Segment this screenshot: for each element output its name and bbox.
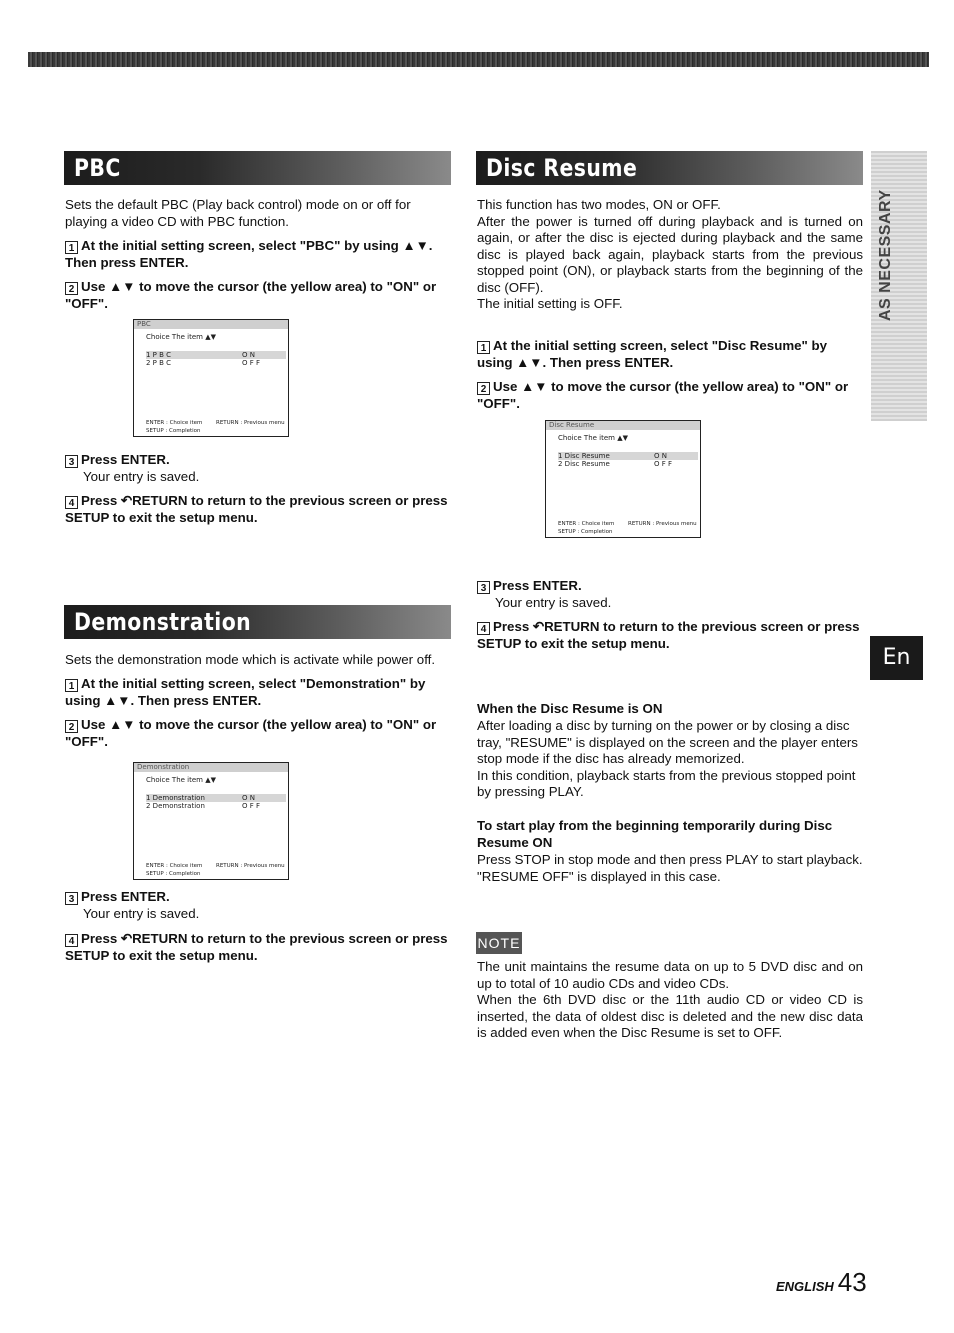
screen-footer-enter: ENTER : Choice item [558, 521, 615, 527]
demo-intro: Sets the demonstration mode which is activate while power off. [65, 652, 436, 667]
pbc-intro: Sets the default PBC (Play back control) mode on or off for playing a video CD with PBC function. [65, 197, 411, 229]
demo-step-3-sub: Your entry is saved. [83, 906, 200, 921]
screen-choice-hint: Choice The item ▲▼ [558, 434, 628, 442]
resume-intro: This function has two modes, ON or OFF. After the power is turned off during playback and is turned on again, or after the disc is ejected during playback and the same disc is played back again, playback starts from the previous stopped point (ON), or playback starts from the beginning of the disc (OFF). The initial setting is OFF. [477, 197, 863, 311]
resume-setup-screen: Disc Resume Choice The item ▲▼ 1 Disc Resume O N 2 Disc Resume O F F ENTER : Choice item RETURN : Previous menu SETUP : Completion [545, 420, 701, 538]
page-footer [776, 1267, 867, 1298]
screen-choice-hint: Choice The item ▲▼ [146, 776, 216, 784]
resume-on-heading: When the Disc Resume is ON [477, 701, 663, 716]
resume-temp-text: Press STOP in stop mode and then press PLAY to start playback. "RESUME OFF" is displayed in this case. [477, 852, 863, 884]
pbc-step-3: 3 Press ENTER. [65, 452, 453, 469]
footer-language: ENGLISH [776, 1279, 834, 1294]
screen-row-selected: 1 Disc Resume O N [558, 452, 698, 460]
demo-step-2: 2 Use ▲▼ to move the cursor (the yellow area) to "ON" or "OFF". [65, 717, 437, 749]
screen-footer-setup: SETUP : Completion [146, 428, 201, 434]
screen-row-selected: 1 P B C O N [146, 351, 286, 359]
pbc-step-4: 4 Press ↶RETURN to return to the previous screen or press SETUP to exit the setup menu. [65, 493, 448, 525]
demo-heading: Demonstration [64, 605, 451, 639]
page-number: 43 [837, 1267, 867, 1297]
demo-step-3: 3 Press ENTER. [65, 889, 453, 906]
pbc-step-1: 1 At the initial setting screen, select "PBC" by using ▲▼. Then press ENTER. [65, 238, 433, 270]
as-necessary-side-tab: AS NECESSARY [871, 151, 927, 421]
language-tab: En [870, 636, 923, 680]
resume-step-4: 4 Press ↶RETURN to return to the previous screen or press SETUP to exit the setup menu. [477, 619, 860, 651]
screen-title: PBC [134, 320, 288, 329]
resume-step-2: 2 Use ▲▼ to move the cursor (the yellow area) to "ON" or "OFF". [477, 379, 849, 411]
screen-title: Disc Resume [546, 421, 700, 430]
demo-setup-screen: Demonstration Choice The item ▲▼ 1 Demonstration O N 2 Demonstration O F F ENTER : Choice item RETURN : Previous menu SETUP : Completion [133, 762, 289, 880]
screen-footer-return: RETURN : Previous menu [628, 521, 697, 527]
screen-title: Demonstration [134, 763, 288, 772]
resume-temp-heading: To start play from the beginning temporarily during Disc Resume ON [477, 818, 833, 850]
screen-footer-setup: SETUP : Completion [558, 529, 613, 535]
resume-on-text: After loading a disc by turning on the power or by closing a disc tray, "RESUME" is displayed on the screen and the player enters stop mode if the disc has already memorized. In this condition, playback starts from the previous stopped point by pressing PLAY. [477, 718, 858, 799]
screen-row-selected: 1 Demonstration O N [146, 794, 286, 802]
screen-footer-enter: ENTER : Choice item [146, 863, 203, 869]
pbc-step-2: 2 Use ▲▼ to move the cursor (the yellow area) to "ON" or "OFF". [65, 279, 437, 311]
pbc-heading: PBC [64, 151, 451, 185]
note-text: The unit maintains the resume data on up to 5 DVD disc and on up to total of 10 audio CDs and video CDs. When the 6th DVD disc or the 11th audio CD or video CD is inserted, the data of oldest disc is deleted and the new disc data is added even when the Disc Resume is set to OFF. [477, 959, 863, 1040]
demo-step-1: 1 At the initial setting screen, select "Demonstration" by using ▲▼. Then press ENTER. [65, 676, 426, 708]
resume-heading: Disc Resume [476, 151, 863, 185]
note-label: NOTE [476, 932, 522, 954]
screen-choice-hint: Choice The item ▲▼ [146, 333, 216, 341]
screen-footer-enter: ENTER : Choice item [146, 420, 203, 426]
resume-step-3-sub: Your entry is saved. [495, 595, 612, 610]
resume-step-1: 1 At the initial setting screen, select "Disc Resume" by using ▲▼. Then press ENTER. [477, 338, 828, 370]
top-decorative-bar [28, 52, 929, 67]
pbc-step-3-sub: Your entry is saved. [83, 469, 200, 484]
pbc-setup-screen: PBC Choice The item ▲▼ 1 P B C O N 2 P B C O F F ENTER : Choice item RETURN : Previous menu SETUP : Completion [133, 319, 289, 437]
demo-step-4: 4 Press ↶RETURN to return to the previous screen or press SETUP to exit the setup menu. [65, 931, 448, 963]
resume-step-3: 3 Press ENTER. [477, 578, 863, 595]
screen-footer-return: RETURN : Previous menu [216, 863, 285, 869]
screen-footer-return: RETURN : Previous menu [216, 420, 285, 426]
screen-footer-setup: SETUP : Completion [146, 871, 201, 877]
